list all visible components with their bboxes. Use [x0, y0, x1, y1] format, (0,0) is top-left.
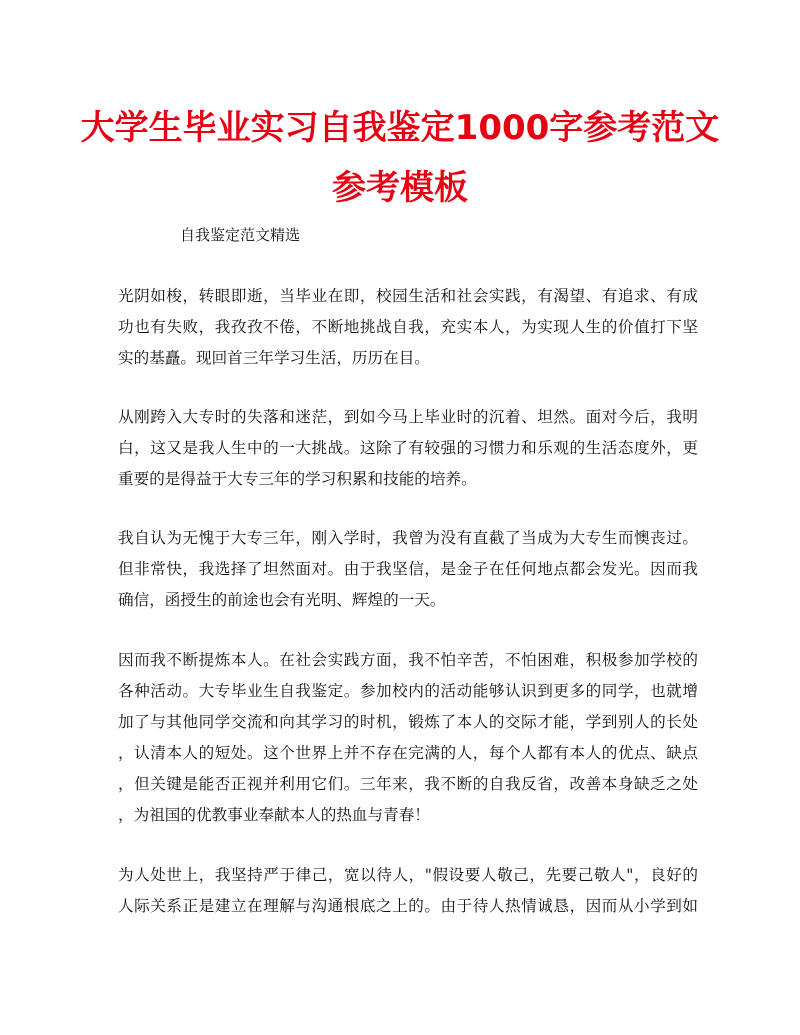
text-line: 实的基矗。现回首三年学习生活，历历在目。: [118, 349, 430, 367]
text-line: 重要的是得益于大专三年的学习积累和技能的培养。: [118, 470, 477, 488]
document-title: 大学生毕业实习自我鉴定1000字参考范文: [80, 108, 720, 148]
text-line: 光阴如梭，转眼即逝，当毕业在即，校园生活和社会实践，有渴望、有追求、有成: [118, 287, 698, 305]
text-line: 我自认为无愧于大专三年，刚入学时，我曾为没有直截了当成为大专生而懊丧过。: [118, 529, 698, 547]
text-line: 人际关系正是建立在理解与沟通根底之上的。由于待人热情诚恳，因而从小学到如: [118, 897, 698, 915]
document-title-continued: 参考模板: [332, 168, 468, 208]
paragraph-5: [118, 860, 698, 922]
text-line: 从刚跨入大专时的失落和迷茫，到如今马上毕业时的沉着、坦然。面对今后，我明: [118, 408, 698, 426]
text-line: 但非常快，我选择了坦然面对。由于我坚信，是金子在任何地点都会发光。因而我: [118, 560, 698, 578]
paragraph-3: [118, 523, 698, 616]
paragraph-4: [118, 645, 698, 831]
paragraph-2: [118, 402, 698, 495]
text-line: 白，这又是我人生中的一大挑战。这除了有较强的习惯力和乐观的生活态度外，更: [118, 439, 698, 457]
document-subtitle: 自我鉴定范文精选: [180, 226, 301, 244]
text-line: 为人处世上，我坚持严于律己，宽以待人，"假设要人敬己，先要己敬人"，良好的: [118, 866, 698, 884]
text-line: ，为祖国的优教事业奉献本人的热血与青春！: [118, 806, 430, 824]
text-line: 确信，函授生的前途也会有光明、辉煌的一天。: [118, 591, 446, 609]
text-line: 各种活动。大专毕业生自我鉴定。参加校内的活动能够认识到更多的同学，也就增: [118, 682, 698, 700]
text-line: 加了与其他同学交流和向其学习的时机，锻炼了本人的交际才能，学到别人的长处: [118, 713, 698, 731]
text-line: 功也有失败，我孜孜不倦，不断地挑战自我，充实本人，为实现人生的价值打下坚: [118, 318, 698, 336]
text-line: 因而我不断提炼本人。在社会实践方面，我不怕辛苦，不怕困难，积极参加学校的: [118, 651, 698, 669]
text-line: ，认清本人的短处。这个世界上并不存在完满的人，每个人都有本人的优点、缺点: [118, 744, 698, 762]
text-line: ，但关键是能否正视并利用它们。三年来，我不断的自我反省，改善本身缺乏之处: [118, 775, 698, 793]
paragraph-1: [118, 281, 698, 374]
